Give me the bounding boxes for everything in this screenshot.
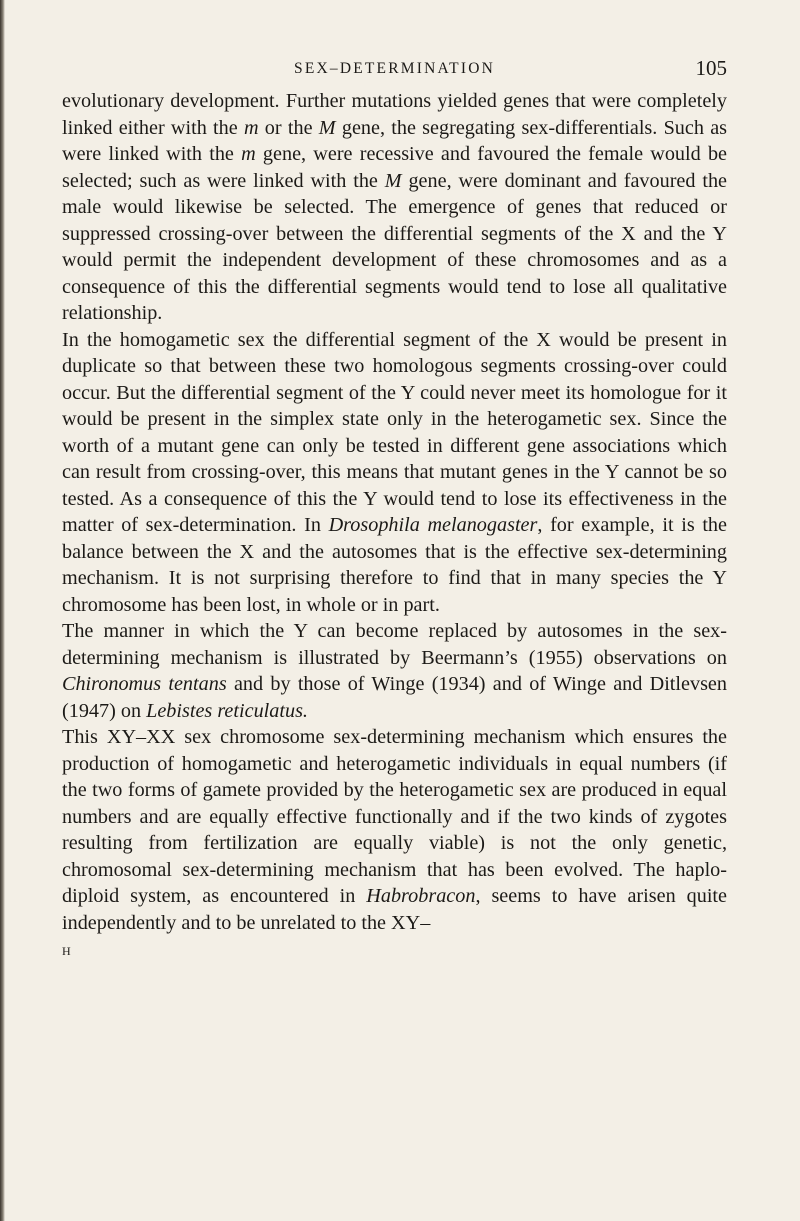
paragraph: In the homogametic sex the differential segment of the X would be present in duplicate so that between these two homologous segments crossing-over could occur. But the differential segment of the Y could never meet its homologue for it would be present in the simplex state only in the heterogametic sex. Since the worth of a mutant gene can only be tested in different gene associations which can result from crossing-over, this means that mutant genes in the Y cannot be so tested. As a consequence of this the Y would tend to lose its effectiveness in the matter of sex-determination. In Drosophila melanogaster, for example, it is the balance between the X and the autosomes that is the effective sex-determining mechanism. It is not surprising therefore to find that in many species the Y chromosome has been lost, in whole or in part. bbox=[62, 328, 727, 616]
paragraph: This XY–XX sex chromosome sex-determining mechanism which ensures the production of homogametic and heterogametic individuals in equal numbers (if the two forms of gamete provided by the heterogametic sex are produced in equal numbers and are equally effective functionally and if the two kinds of zygotes resulting from fertilization are equally viable) is not the only genetic, chromosomal sex-determining mechanism that has been evolved. The haplo-diploid system, as encountered in Habrobracon, seems to have arisen quite independently and to be unrelated to the XY– bbox=[62, 726, 727, 934]
italic-term: M bbox=[384, 169, 402, 192]
italic-term: Lebistes reticulatus. bbox=[146, 699, 308, 722]
book-page bbox=[62, 50, 727, 959]
page-spine-edge bbox=[0, 0, 5, 1221]
italic-term: M bbox=[318, 116, 336, 139]
italic-term: Habrobracon bbox=[366, 885, 476, 907]
italic-term: m bbox=[241, 143, 256, 165]
page-number: 105 bbox=[695, 56, 727, 80]
running-head bbox=[62, 50, 727, 88]
body-text bbox=[62, 88, 727, 936]
running-title: SEX–DETERMINATION bbox=[294, 60, 495, 77]
signature-mark: H bbox=[62, 944, 72, 958]
paragraph: The manner in which the Y can become replaced by autosomes in the sex-determining mechanism is illustrated by Beermann’s (1955) observations on Chironomus tentans and by those of Winge (1934) and of Winge and Ditlevsen (1947) on Lebistes reticulatus. bbox=[62, 620, 727, 722]
paragraph: evolutionary development. Further mutations yielded genes that were completely linked either with the m or the M gene, the segregating sex-differentials. Such as were linked with the m gene, were recessive and favoured the female would be selected; such as were linked with the M gene, were dominant and favoured the male would likewise be selected. The emergence of genes that reduced or suppressed crossing-over between the differential segments of the X and the Y would permit the independent development of these chromosomes and as a consequence of this the differential segments would tend to lose all qualitative relationship. bbox=[62, 90, 728, 324]
italic-term: m bbox=[243, 116, 259, 139]
italic-term: Drosophila melanogaster bbox=[328, 514, 538, 536]
italic-term: Chironomus tentans bbox=[62, 673, 227, 695]
